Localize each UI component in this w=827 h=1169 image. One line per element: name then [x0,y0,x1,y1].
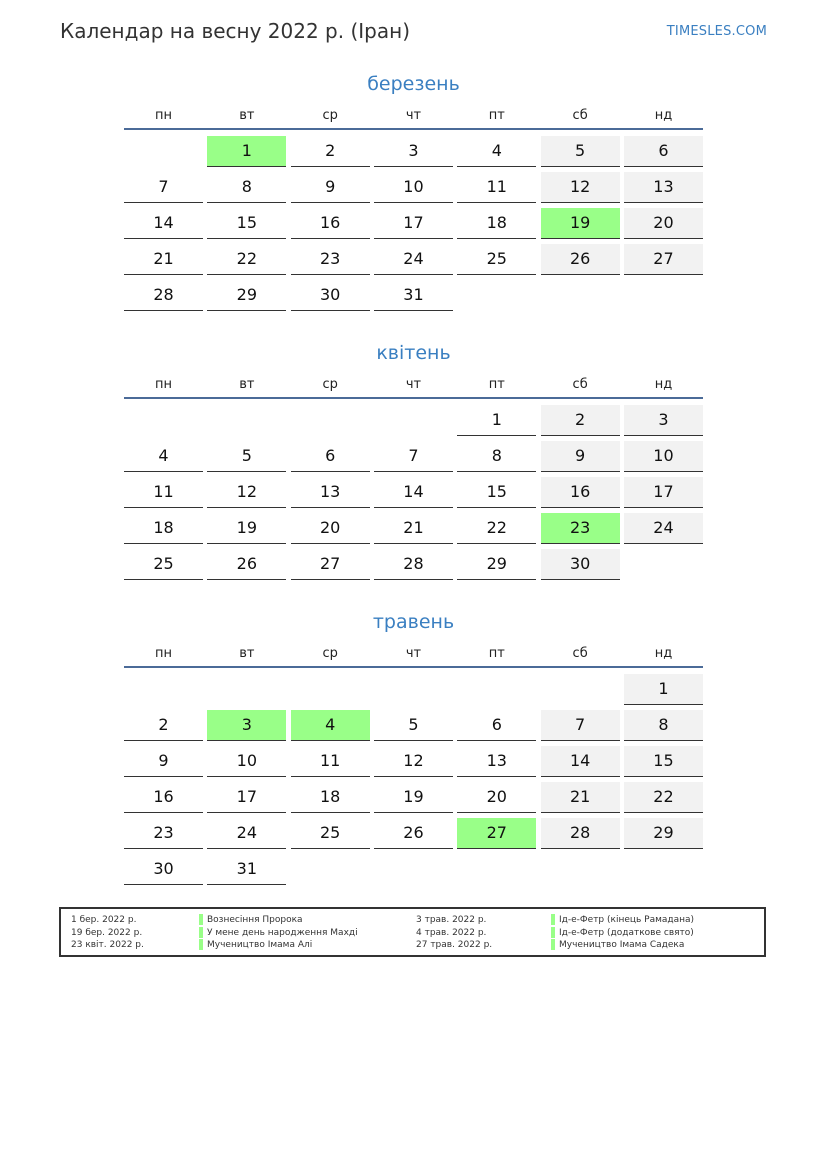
day-cell: 13 [457,746,536,777]
day-cell: 19 [207,513,286,544]
day-cell: 29 [207,280,286,311]
day-cell: 17 [207,782,286,813]
legend-holiday-name: Мучеництво Імама Садека [559,940,685,950]
week-row [124,405,703,441]
weekend-day-cell: 17 [624,477,703,508]
weekday-label: сб [572,377,588,392]
week-row [124,549,703,585]
weekday-header [124,642,703,668]
holiday-day-cell: 1 [207,136,286,167]
day-cell: 18 [291,782,370,813]
weekday-label: пн [155,377,172,392]
weekend-day-cell: 24 [624,513,703,544]
holiday-day-cell: 23 [541,513,620,544]
day-cell: 9 [291,172,370,203]
weekday-label: сб [572,646,588,661]
day-cell: 28 [374,549,453,580]
weekend-day-cell: 21 [541,782,620,813]
month-grid [124,405,703,585]
day-cell: 6 [457,710,536,741]
legend-date: 19 бер. 2022 р. [71,928,143,938]
legend-date: 23 квіт. 2022 р. [71,940,144,950]
weekday-label: пт [488,108,505,123]
empty-cell [291,674,370,704]
day-cell: 21 [374,513,453,544]
weekend-day-cell: 13 [624,172,703,203]
day-cell: 8 [207,172,286,203]
weekend-day-cell: 15 [624,746,703,777]
legend-entry [61,939,764,951]
weekday-label: чт [405,646,422,661]
weekday-label: чт [405,377,422,392]
empty-cell [207,405,286,435]
empty-cell [457,674,536,704]
day-cell: 25 [457,244,536,275]
empty-cell [124,405,203,435]
day-cell: 20 [457,782,536,813]
week-row [124,513,703,549]
empty-cell [374,405,453,435]
day-cell: 19 [374,782,453,813]
day-cell: 20 [291,513,370,544]
weekday-label: вт [239,108,255,123]
empty-cell [124,136,203,166]
weekend-day-cell: 14 [541,746,620,777]
day-cell: 4 [124,441,203,472]
weekday-label: нд [654,646,673,661]
week-row [124,172,703,208]
holiday-day-cell: 27 [457,818,536,849]
empty-cell [624,280,703,310]
empty-cell [624,549,703,579]
day-cell: 9 [124,746,203,777]
day-cell: 4 [457,136,536,167]
weekend-day-cell: 30 [541,549,620,580]
week-row [124,477,703,513]
week-row [124,441,703,477]
weekday-label: ср [322,108,338,123]
day-cell: 23 [291,244,370,275]
day-cell: 7 [124,172,203,203]
day-cell: 7 [374,441,453,472]
day-cell: 11 [457,172,536,203]
weekday-label: сб [572,108,588,123]
day-cell: 31 [207,854,286,885]
week-row [124,244,703,280]
holiday-day-cell: 3 [207,710,286,741]
weekday-label: нд [654,377,673,392]
day-cell: 30 [124,854,203,885]
day-cell: 29 [457,549,536,580]
weekend-day-cell: 9 [541,441,620,472]
legend-holiday-name: Мучеництво Імама Алі [207,940,313,950]
empty-cell [374,674,453,704]
month-grid [124,136,703,316]
empty-cell [541,674,620,704]
empty-cell [457,280,536,310]
weekend-day-cell: 7 [541,710,620,741]
day-cell: 12 [207,477,286,508]
day-cell: 15 [457,477,536,508]
weekday-label: пн [155,646,172,661]
day-cell: 10 [374,172,453,203]
day-cell: 13 [291,477,370,508]
day-cell: 10 [207,746,286,777]
week-row [124,854,703,890]
day-cell: 25 [291,818,370,849]
legend-holiday-name: У мене день народження Махді [207,928,358,938]
weekend-day-cell: 29 [624,818,703,849]
day-cell: 31 [374,280,453,311]
weekend-day-cell: 1 [624,674,703,705]
day-cell: 26 [374,818,453,849]
empty-cell [291,854,370,884]
legend-holiday-name: Ід-е-Фетр (додаткове свято) [559,928,694,938]
weekend-day-cell: 27 [624,244,703,275]
weekday-label: пт [488,646,505,661]
page-title: Календар на весну 2022 р. (Іран) [60,19,410,43]
day-cell: 22 [457,513,536,544]
weekday-label: вт [239,377,255,392]
weekday-header [124,104,703,130]
month-block [124,608,703,890]
month-block [124,339,703,585]
empty-cell [457,854,536,884]
week-row [124,710,703,746]
weekend-day-cell: 26 [541,244,620,275]
day-cell: 26 [207,549,286,580]
week-row [124,674,703,710]
week-row [124,782,703,818]
month-block [124,70,703,316]
legend-date: 4 трав. 2022 р. [416,928,487,938]
day-cell: 14 [124,208,203,239]
legend-color-marker [551,914,555,925]
legend-date: 1 бер. 2022 р. [71,915,137,925]
day-cell: 25 [124,549,203,580]
weekend-day-cell: 16 [541,477,620,508]
week-row [124,818,703,854]
holiday-day-cell: 19 [541,208,620,239]
empty-cell [291,405,370,435]
weekend-day-cell: 3 [624,405,703,436]
weekday-label: нд [654,108,673,123]
legend-entry [61,914,764,926]
day-cell: 16 [291,208,370,239]
day-cell: 6 [291,441,370,472]
day-cell: 11 [291,746,370,777]
week-row [124,746,703,782]
day-cell: 18 [124,513,203,544]
day-cell: 24 [207,818,286,849]
day-cell: 11 [124,477,203,508]
legend-holiday-name: Ід-е-Фетр (кінець Рамадана) [559,915,695,925]
month-title: березень [367,73,460,95]
empty-cell [124,674,203,704]
weekend-day-cell: 12 [541,172,620,203]
day-cell: 8 [457,441,536,472]
site-link[interactable]: TIMESLES.COM [666,24,767,39]
weekday-label: пн [155,108,172,123]
legend-entry [61,927,764,939]
weekend-day-cell: 6 [624,136,703,167]
month-title: квітень [376,342,451,364]
empty-cell [541,280,620,310]
weekend-day-cell: 28 [541,818,620,849]
week-row [124,208,703,244]
day-cell: 2 [124,710,203,741]
day-cell: 21 [124,244,203,275]
day-cell: 1 [457,405,536,436]
legend-holiday-name: Вознесіння Пророка [207,915,303,925]
weekend-day-cell: 22 [624,782,703,813]
day-cell: 27 [291,549,370,580]
week-row [124,136,703,172]
weekday-header [124,373,703,399]
day-cell: 23 [124,818,203,849]
day-cell: 3 [374,136,453,167]
day-cell: 16 [124,782,203,813]
week-row [124,280,703,316]
month-grid [124,674,703,890]
empty-cell [541,854,620,884]
weekday-label: вт [239,646,255,661]
legend-color-marker [551,927,555,938]
empty-cell [624,854,703,884]
day-cell: 14 [374,477,453,508]
day-cell: 15 [207,208,286,239]
weekday-label: ср [322,377,338,392]
day-cell: 12 [374,746,453,777]
weekday-label: ср [322,646,338,661]
holiday-day-cell: 4 [291,710,370,741]
day-cell: 5 [207,441,286,472]
legend-date: 3 трав. 2022 р. [416,915,487,925]
month-title: травень [372,611,455,633]
day-cell: 24 [374,244,453,275]
day-cell: 17 [374,208,453,239]
weekend-day-cell: 8 [624,710,703,741]
empty-cell [374,854,453,884]
weekday-label: пт [488,377,505,392]
weekday-label: чт [405,108,422,123]
day-cell: 22 [207,244,286,275]
weekend-day-cell: 5 [541,136,620,167]
day-cell: 2 [291,136,370,167]
day-cell: 18 [457,208,536,239]
weekend-day-cell: 10 [624,441,703,472]
day-cell: 28 [124,280,203,311]
empty-cell [207,674,286,704]
legend-date: 27 трав. 2022 р. [416,940,493,950]
weekend-day-cell: 20 [624,208,703,239]
day-cell: 5 [374,710,453,741]
weekend-day-cell: 2 [541,405,620,436]
holiday-legend [59,907,766,957]
day-cell: 30 [291,280,370,311]
legend-color-marker [551,939,555,950]
